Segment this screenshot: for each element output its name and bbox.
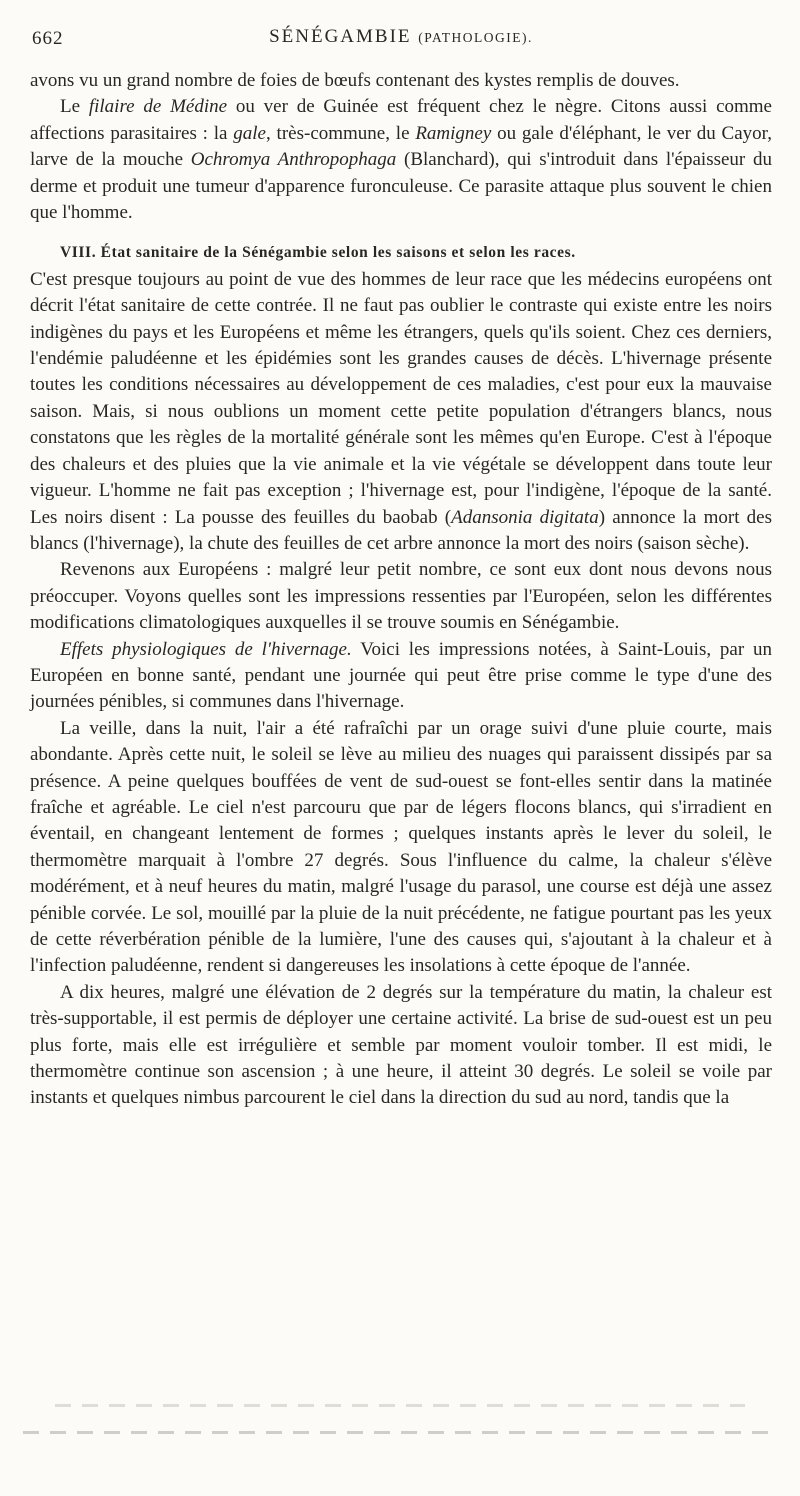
paragraph-europeens: Revenons aux Européens : malgré leur petit nombre, ce sont eux dont nous devons nous préoccuper. Voyons quelles sont les impressions ressenties par l'Européen, selon les différentes modifications climatologiques auxquelles il se trouve soumis en Sénégambie. bbox=[30, 559, 772, 634]
paragraph-la-veille: La veille, dans la nuit, l'air a été rafraîchi par un orage suivi d'une pluie courte, mais abondante. Après cette nuit, le soleil se lève au milieu des nuages qui paraissent dissipés par sa présence. A peine quelques bouffées de vent de sud-ouest se font-elles sentir dans la matinée fraîche et agréable. Le ciel n'est parcouru que par de légers flocons blancs, qui s'irradient en éventail, en changeant lentement de formes ; quelques instants après le lever du soleil, le thermomètre marquait à l'ombre 27 degrés. Sous l'influence du calme, la chaleur s'élève modérément, et à neuf heures du matin, malgré l'usage du parasol, une course est déjà une assez pénible corvée. Le sol, mouillé par la pluie de la nuit précédente, ne fatigue pourtant pas les yeux de cette réverbération pénible de la lumière, l'une des causes qui, s'ajoutant à la chaleur et à l'infection paludéenne, rendent si dangereuses les insolations à cette époque de l'année. bbox=[30, 717, 772, 977]
running-title bbox=[30, 26, 772, 48]
page-header bbox=[30, 26, 772, 60]
paragraph-a-dix-heures: A dix heures, malgré une élévation de 2 degrés sur la température du matin, la chaleur est très-supportable, il est permis de déployer une certaine activité. La brise de sud-ouest est un peu plus forte, mais elle est irrégulière et semble par moment vouloir tomber. Il est midi, le thermomètre continue son ascension ; à une heure, il atteint 30 degrés. Le soleil se voile par instants et quelques nimbus parcourent le ciel dans la direction du sud au nord, tandis que la bbox=[30, 981, 772, 1109]
paragraph-effets-physiologiques: Effets physiologiques de l'hivernage. Voici les impressions notées, à Saint-Louis, par un Européen en bonne santé, pendant une journée qui peut être prise comme le type d'une des journées pénibles, si communes dans l'hivernage. bbox=[30, 638, 773, 713]
paragraph-continuation: avons vu un grand nombre de foies de bœufs contenant des kystes remplis de douves. bbox=[30, 70, 680, 91]
paragraph-etat-sanitaire: C'est presque toujours au point de vue des hommes de leur race que les médecins européens ont décrit l'état sanitaire de cette contrée. Il ne faut pas oublier le contraste qui existe entre les noirs indigènes du pays et les Européens et même les étrangers, quels qu'ils soient. Chez ces derniers, l'endémie paludéenne et les épidémies sont les grandes causes de décès. L'hivernage présente toutes les conditions nécessaires au développement de ces maladies, c'est pour eux la mauvaise saison. Mais, si nous oublions un moment cette petite population d'étrangers blancs, nous constatons que les règles de la mortalité générale sont les mêmes qu'en Europe. C'est à l'époque des chaleurs et des pluies que la vie animale et la vie végétale se développent dans toute leur vigueur. L'homme ne fait pas exception ; l'hivernage est, pour l'indigène, l'époque de la santé. Les noirs disent : La pousse des feuilles du baobab (Adansonia digitata) annonce la mort des blancs (l'hivernage), la chute des feuilles de cet arbre annonce la mort des noirs (saison sèche). bbox=[30, 268, 772, 554]
page-body bbox=[30, 68, 772, 1112]
scan-artifact-row bbox=[55, 1404, 745, 1407]
page-number: 662 bbox=[32, 28, 64, 49]
section-heading: VIII. État sanitaire de la Sénégambie selon les saisons et selon les races. bbox=[60, 244, 576, 262]
scan-artifact-row bbox=[23, 1431, 778, 1434]
scan-artifact-lines bbox=[0, 1404, 800, 1458]
running-title-main: SÉNÉGAMBIE bbox=[269, 26, 419, 47]
running-title-paren: (PATHOLOGIE). bbox=[418, 30, 533, 45]
paragraph-parasites: Le filaire de Médine ou ver de Guinée est fréquent chez le nègre. Citons aussi comme affections parasitaires : la gale, très-commune, le Ramigney ou gale d'éléphant, le ver du Cayor, larve de la mouche Ochromya Anthropophaga (Blanchard), qui s'introduit dans l'épaisseur du derme et produit une tumeur d'apparence furonculeuse. Ce parasite attaque plus souvent le chien que l'homme. bbox=[30, 96, 772, 224]
